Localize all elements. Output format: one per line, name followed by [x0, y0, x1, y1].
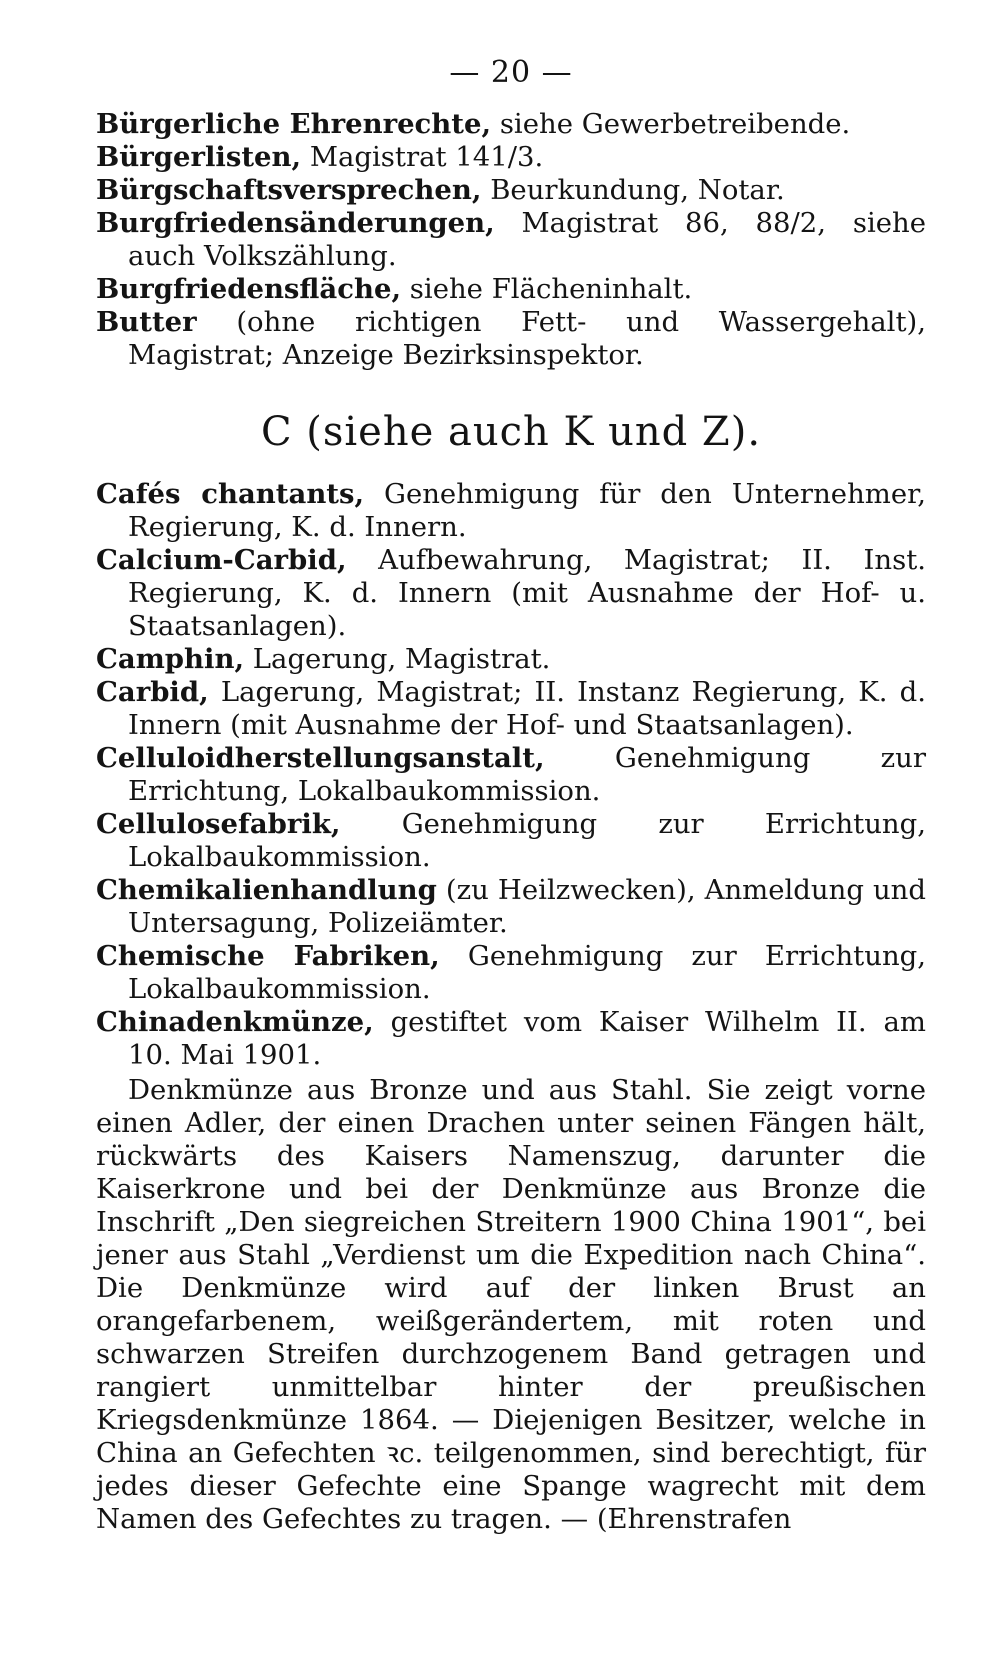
- entry-term: Burgfriedensänderungen,: [96, 207, 495, 239]
- entry-term: Bürgerlisten,: [96, 141, 302, 173]
- entry-term: Burgfriedensfläche,: [96, 273, 402, 305]
- entry-term: Chinadenkmünze,: [96, 1006, 374, 1038]
- index-entry: [96, 940, 926, 1006]
- index-entry: [96, 874, 926, 940]
- entry-text: (zu Heilzwecken), Anmeldung und Untersagung, Polizeiämter.: [128, 874, 926, 939]
- entry-text: Magistrat 86, 88/2, siehe auch Volkszählung.: [128, 207, 926, 272]
- index-entry: [96, 141, 926, 174]
- index-entry: [96, 273, 926, 306]
- entry-term: Bürgschaftsversprechen,: [96, 174, 482, 206]
- index-entry: [96, 174, 926, 207]
- entries-c: [96, 478, 926, 1072]
- entries-top: [96, 108, 926, 372]
- entry-text: siehe Gewerbetreibende.: [491, 108, 851, 140]
- entry-text: Beurkundung, Notar.: [481, 174, 785, 206]
- entry-text: Lagerung, Magistrat; II. Instanz Regierung, K. d. Innern (mit Ausnahme der Hof- und Staatsanlagen).: [128, 676, 926, 741]
- index-entry: [96, 742, 926, 808]
- entry-term: Carbid,: [96, 676, 209, 708]
- index-entry: [96, 676, 926, 742]
- entry-text: Genehmigung zur Errichtung, Lokalbaukommission.: [128, 742, 926, 807]
- document-page: [96, 48, 926, 1536]
- entry-term: Celluloidherstellungsanstalt,: [96, 742, 545, 774]
- entry-text: gestiftet vom Kaiser Wilhelm II. am 10. Mai 1901.: [128, 1006, 926, 1071]
- index-entry: [96, 108, 926, 141]
- entry-term: Cellulosefabrik,: [96, 808, 341, 840]
- index-entry: [96, 544, 926, 643]
- index-entry: [96, 643, 926, 676]
- index-entry: [96, 478, 926, 544]
- section-heading: C (siehe auch K und Z).: [260, 409, 762, 455]
- entry-term: Bürgerliche Ehrenrechte,: [96, 108, 492, 140]
- entry-text: Magistrat 141/3.: [301, 141, 544, 173]
- body-paragraph: Denkmünze aus Bronze und aus Stahl. Sie zeigt vorne einen Adler, der einen Drachen unter seinen Fängen hält, rückwärts des Kaisers Namenszug, darunter die Kaiserkrone und bei der Denkmünze aus Bronze die Inschrift „Den siegreichen Streitern 1900 China 1901“, bei jener aus Stahl „Verdienst um die Expedition nach China“. Die Denkmünze wird auf der linken Brust an orangefarbenem, weißgerändertem, mit roten und schwarzen Streifen durchzogenem Band getragen und rangiert unmittelbar hinter der preußischen Kriegsdenkmünze 1864. — Diejenigen Besitzer, welche in China an Gefechten ꝛc. teilgenommen, sind berechtigt, für jedes dieser Gefechte eine Spange wagrecht mit dem Namen des Gefechtes zu tragen. — (Ehrenstrafen: [96, 1074, 926, 1535]
- index-entry: [96, 1006, 926, 1072]
- entry-text: siehe Flächeninhalt.: [401, 273, 693, 305]
- entry-text: Genehmigung zur Errichtung, Lokalbaukommission.: [128, 808, 926, 873]
- entry-text: Lagerung, Magistrat.: [244, 643, 551, 675]
- index-entry: [96, 306, 926, 372]
- entry-text: Genehmigung für den Unternehmer, Regierung, K. d. Innern.: [128, 478, 926, 543]
- entry-term: Cafés chantants,: [96, 478, 365, 510]
- entry-term: Camphin,: [96, 643, 245, 675]
- index-entry: [96, 808, 926, 874]
- index-entry: [96, 207, 926, 273]
- page-number: — 20 —: [449, 55, 573, 90]
- entry-text: (ohne richtigen Fett- und Wassergehalt), Magistrat; Anzeige Bezirksinspektor.: [128, 306, 926, 371]
- entry-term: Chemikalienhandlung: [96, 874, 437, 906]
- entry-text: Aufbewahrung, Magistrat; II. Inst. Regierung, K. d. Innern (mit Ausnahme der Hof- u. Staatsanlagen).: [128, 544, 926, 642]
- entry-term: Calcium-Carbid,: [96, 544, 347, 576]
- entry-term: Butter: [96, 306, 197, 338]
- entry-term: Chemische Fabriken,: [96, 940, 440, 972]
- entry-text: Genehmigung zur Errichtung, Lokalbaukommission.: [128, 940, 926, 1005]
